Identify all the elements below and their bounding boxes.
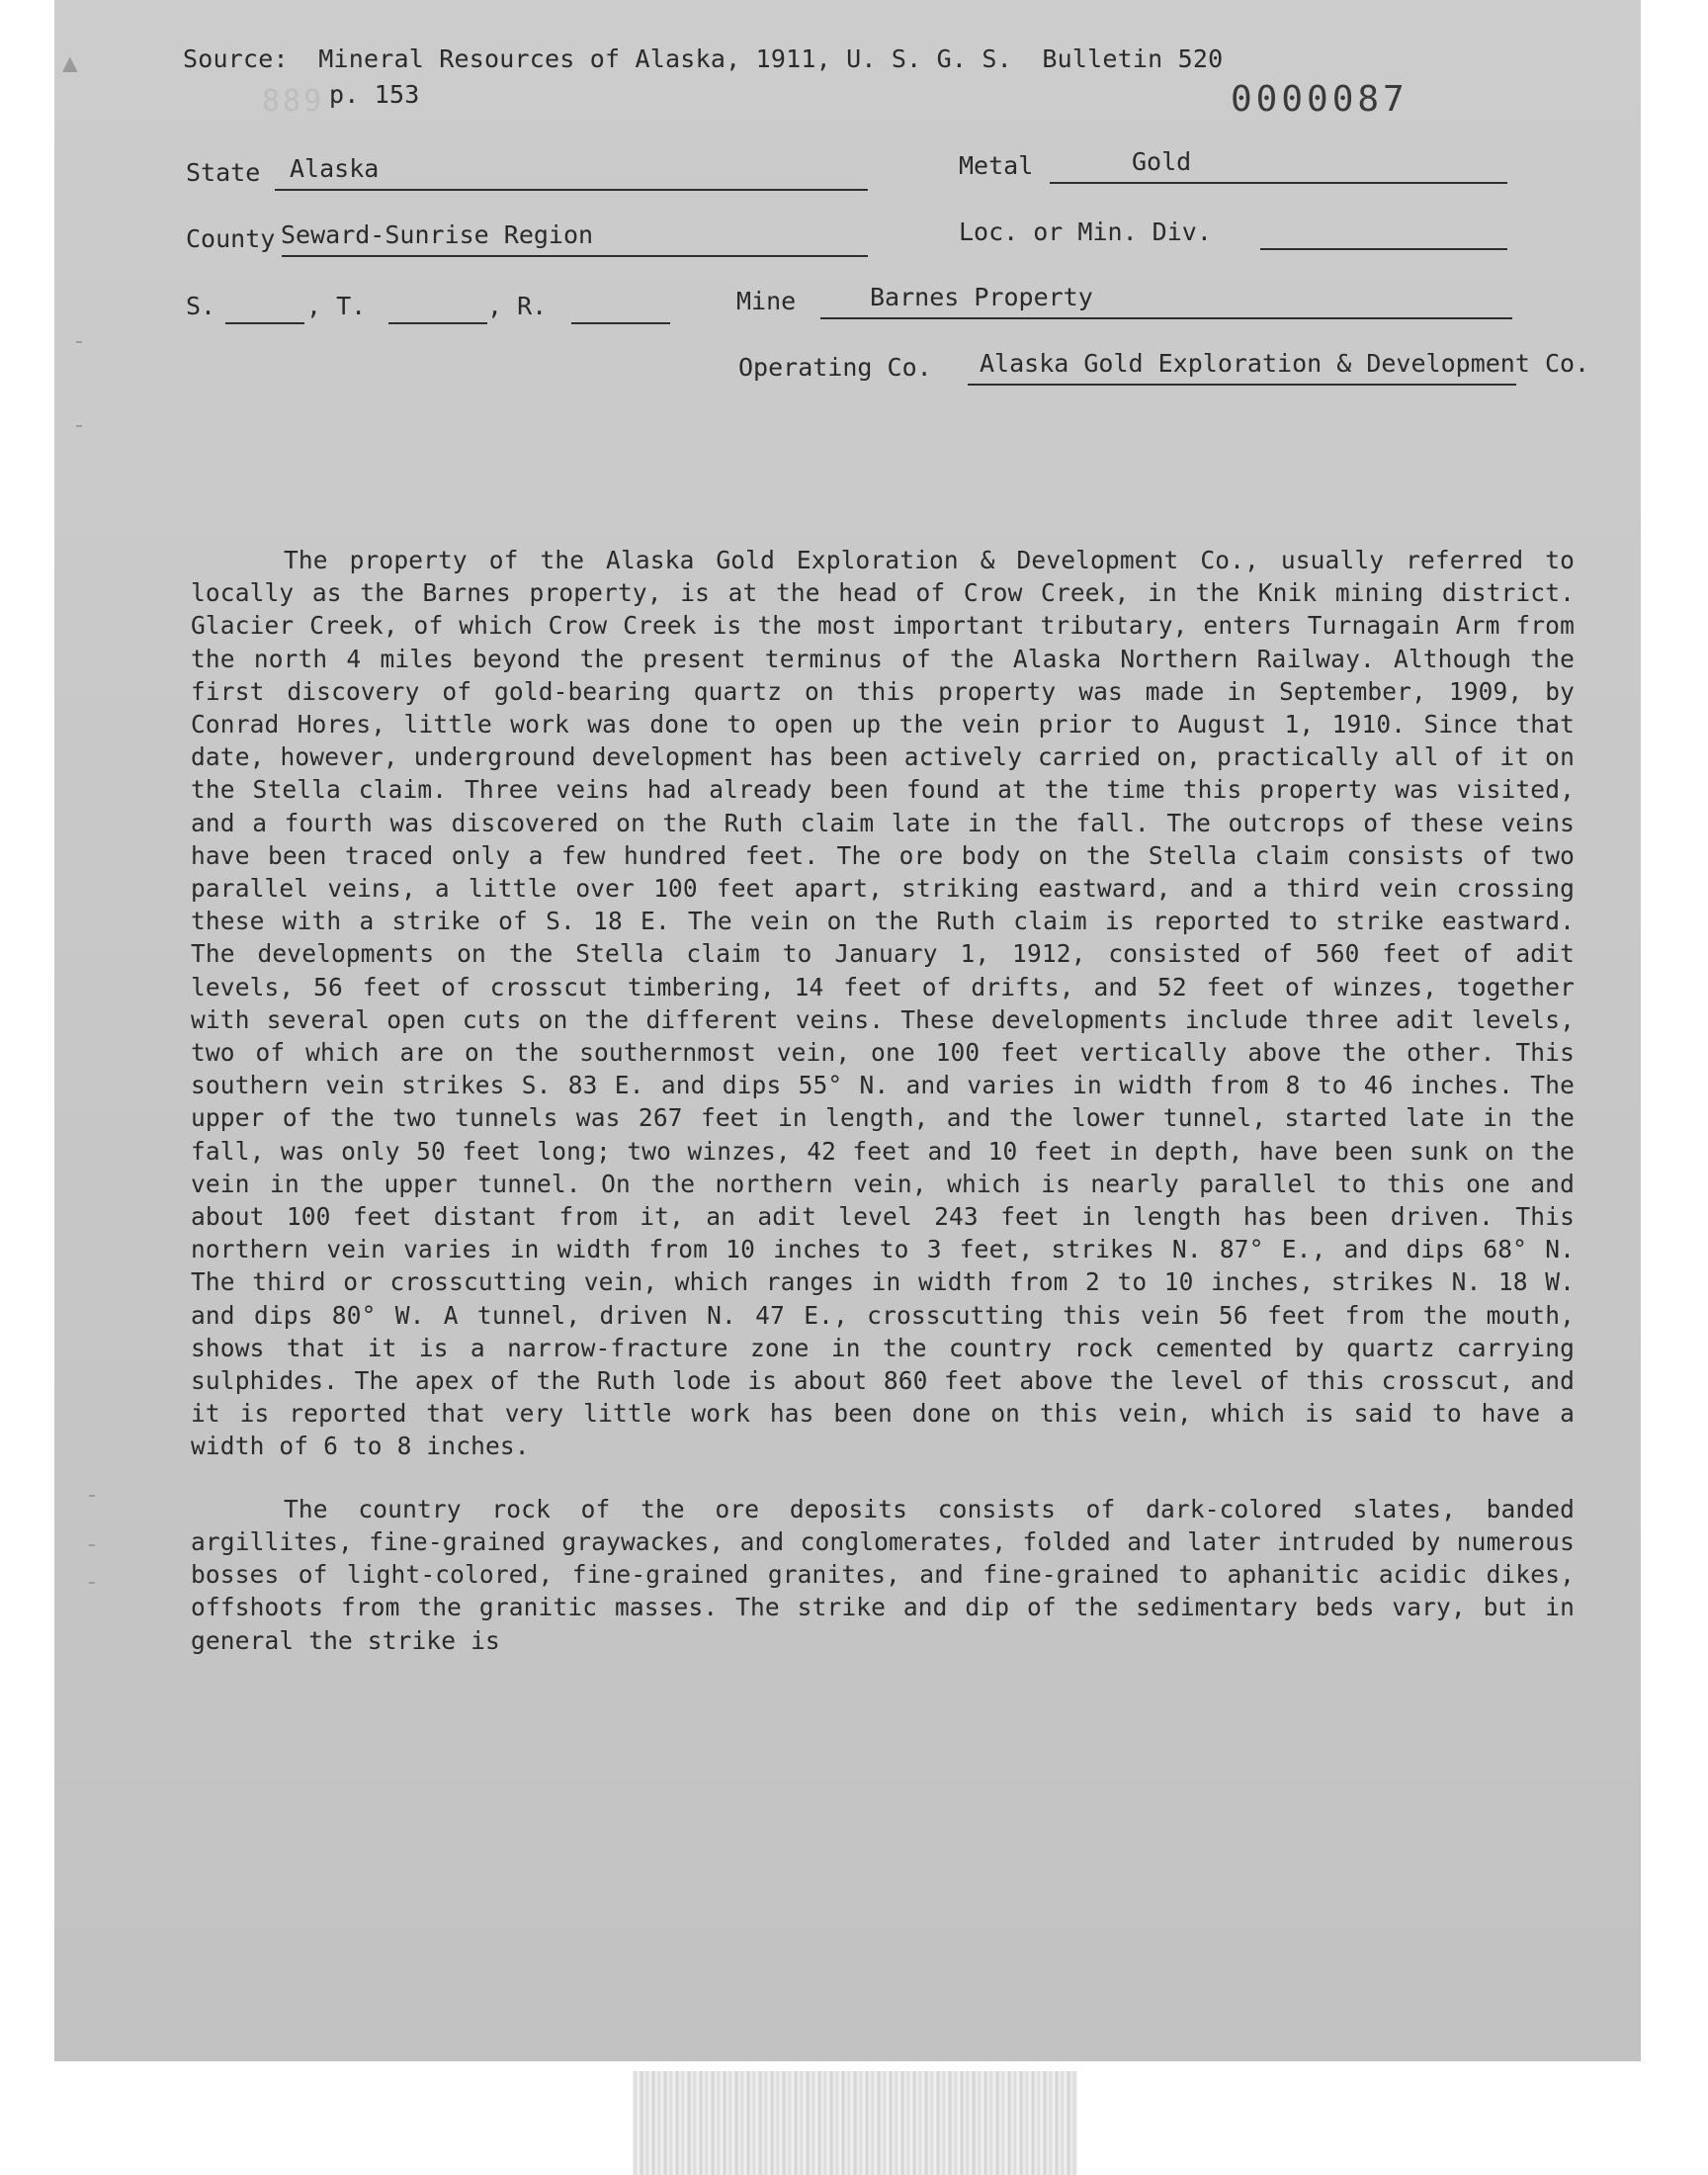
paragraph: The country rock of the ore deposits consists of dark-colored slates, banded argillites, fine-grained graywackes, and conglomerates, folded and later intruded by numerous bosses of light-colored, fine-grained granites, and fine-grained to aphanitic acidic dikes, offshoots from the granitic masses. The strike and dip of the sedimentary beds vary, but in general the strike is: [191, 1494, 1575, 1655]
margin-mark: [89, 1495, 95, 1497]
report-body: [191, 544, 1575, 1657]
operating-company-label: Operating Co.: [738, 353, 932, 382]
operating-company-value: Alaska Gold Exploration & Development Co.: [980, 349, 1590, 378]
page-reference: p. 153: [329, 80, 420, 109]
metal-value: Gold: [1132, 147, 1192, 176]
metal-label: Metal: [959, 151, 1034, 180]
range-label: , R.: [487, 292, 548, 320]
ghost-stamp: 889: [262, 84, 325, 119]
operating-company-underline: [968, 384, 1516, 386]
mine-value: Barnes Property: [870, 283, 1093, 311]
tape-mark: ▲: [62, 48, 78, 78]
county-underline: [282, 255, 868, 257]
location-underline: [1260, 248, 1507, 250]
township-underline: [388, 322, 487, 324]
county-field: [186, 220, 937, 254]
mine-label: Mine: [736, 287, 797, 315]
state-underline: [275, 189, 868, 191]
document-page: [54, 0, 1641, 2061]
source-citation: [183, 42, 1223, 113]
state-label: State: [186, 158, 261, 187]
county-value: Seward-Sunrise Region: [281, 220, 594, 249]
margin-mark: [89, 1582, 95, 1584]
state-field: [186, 154, 937, 188]
location-label: Loc. or Min. Div.: [959, 218, 1212, 246]
mine-underline: [820, 317, 1512, 319]
source-label: Source:: [183, 44, 289, 73]
section-township-range-field: [186, 292, 739, 321]
source-value: Mineral Resources of Alaska, 1911, U. S. G. S. Bulletin 520: [318, 44, 1224, 73]
section-label: S.: [186, 292, 216, 320]
scan-artifact: [633, 2071, 1077, 2175]
margin-mark: [76, 341, 82, 343]
metal-underline: [1050, 182, 1507, 184]
range-underline: [571, 322, 670, 324]
section-underline: [225, 322, 304, 324]
margin-mark: [89, 1544, 95, 1546]
township-label: , T.: [306, 292, 367, 320]
margin-mark: [76, 425, 82, 427]
mine-field: [736, 283, 1517, 316]
metal-field: [959, 147, 1512, 181]
county-label: County: [186, 224, 276, 253]
operating-company-field: [738, 349, 1658, 383]
document-number: 0000087: [1231, 79, 1409, 120]
paragraph: The property of the Alaska Gold Exploration & Development Co., usually referred to locally as the Barnes property, is at the head of Crow Creek, in the Knik mining district. Glacier Creek, of which Crow Creek is the most important tributary, enters Turnagain Arm from the north 4 miles beyond the present terminus of the Alaska Northern Railway. Although the first discovery of gold-bearing quartz on this property was made in September, 1909, by Conrad Hores, little work was done to open up the vein prior to August 1, 1910. Since that date, however, underground development has been actively carried on, practically all of it on the Stella claim. Three veins had already been found at the time this property was visited, and a fourth was discovered on the Ruth claim late in the fall. The outcrops of these veins have been traced only a few hundred feet. The ore body on the Stella claim consists of two parallel veins, a little over 100 feet apart, striking eastward, and a third vein crossing these with a strike of S. 18 E. The vein on the Ruth claim is reported to strike eastward. The developments on the Stella claim to January 1, 1912, consisted of 560 feet of adit levels, 56 feet of crosscut timbering, 14 feet of drifts, and 52 feet of winzes, together with several open cuts on the different veins. These developments include three adit levels, two of which are on the southernmost vein, one 100 feet vertically above the other. This southern vein strikes S. 83 E. and dips 55° N. and varies in width from 8 to 46 inches. The upper of the two tunnels was 267 feet in length, and the lower tunnel, started late in the fall, was only 50 feet long; two winzes, 42 feet and 10 feet in depth, have been sunk on the vein in the upper tunnel. On the northern vein, which is nearly parallel to this one and about 100 feet distant from it, an adit level 243 feet in length has been driven. This northern vein varies in width from 10 inches to 3 feet, strikes N. 87° E., and dips 68° N. The third or crosscutting vein, which ranges in width from 2 to 10 inches, strikes N. 18 W. and dips 80° W. A tunnel, driven N. 47 E., crosscutting this vein 56 feet from the mouth, shows that it is a narrow-fracture zone in the country rock cemented by quartz carrying sulphides. The apex of the Ruth lode is about 860 feet above the level of this crosscut, and it is reported that very little work has been done on this vein, which is said to have a width of 6 to 8 inches.: [191, 546, 1575, 1461]
location-field: [959, 218, 1512, 247]
state-value: Alaska: [290, 154, 380, 183]
